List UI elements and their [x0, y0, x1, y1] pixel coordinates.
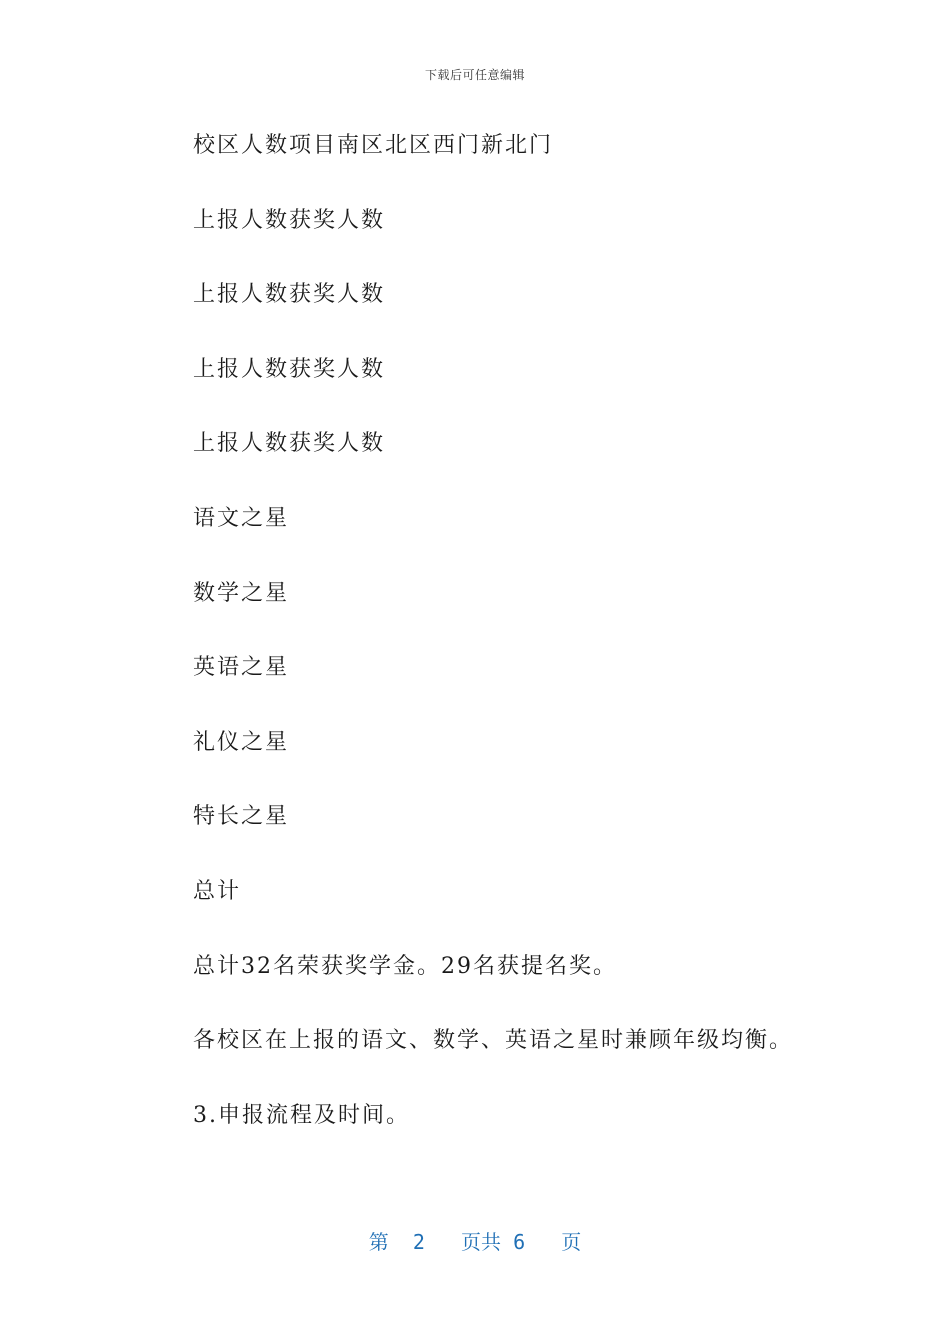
award-talent-star: 特长之星 [193, 804, 290, 830]
award-english-star: 英语之星 [193, 655, 290, 681]
page-footer [0, 1226, 950, 1255]
report-count-line-3: 上报人数获奖人数 [193, 356, 386, 382]
total-label: 总计 [193, 878, 242, 904]
footer-current-page: 2 [412, 1230, 425, 1254]
report-count-line-2: 上报人数获奖人数 [193, 282, 386, 308]
footer-total-pages: 6 [513, 1230, 526, 1254]
award-etiquette-star: 礼仪之星 [193, 729, 290, 755]
document-body [193, 128, 813, 1172]
award-chinese-star: 语文之星 [193, 505, 290, 531]
award-math-star: 数学之星 [193, 580, 290, 606]
footer-label-ye: 页 [561, 1230, 582, 1254]
total-summary-paragraph: 总计32名荣获奖学金。29名获提名奖。 [193, 953, 617, 979]
balance-note-paragraph: 各校区在上报的语文、数学、英语之星时兼顾年级均衡。 [193, 1028, 794, 1054]
report-count-line-4: 上报人数获奖人数 [193, 431, 386, 457]
section-heading-process: 3.申报流程及时间。 [193, 1102, 410, 1128]
table-header-line: 校区人数项目南区北区西门新北门 [193, 133, 554, 158]
footer-label-ye-gong: 页共 [461, 1230, 502, 1254]
header-note: 下载后可任意编辑 [424, 68, 525, 82]
footer-label-di: 第 [368, 1230, 389, 1254]
report-count-line-1: 上报人数获奖人数 [193, 207, 386, 233]
